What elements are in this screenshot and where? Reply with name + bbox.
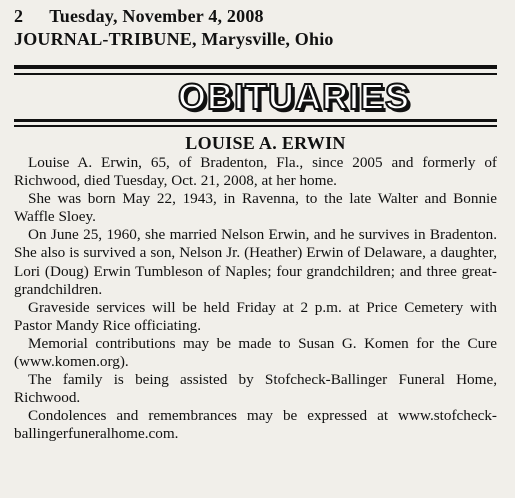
obituary-paragraph: On June 25, 1960, she married Nelson Erwin, and he survives in Bradenton. She also is survived a son, Nelson Jr. (Heather) Erwin of Delaware, a daughter, Lori (Doug) Erwin Tumbleson of Naples; four grandchildren; and three great-grandchildren. (14, 226, 497, 298)
banner-rule-thin (14, 125, 497, 127)
top-rule-thick (14, 65, 497, 69)
obituary-body (14, 154, 497, 444)
obituary-paragraph: Condolences and remembrances may be expressed at www.stofcheck-ballingerfuneralhome.com. (14, 407, 497, 443)
section-title: OBITUARIES (178, 76, 411, 117)
obituary-paragraph: Memorial contributions may be made to Susan G. Komen for the Cure (www.komen.org). (14, 334, 497, 371)
masthead: JOURNAL-TRIBUNE, Marysville, Ohio (14, 29, 334, 49)
obituary-paragraph: The family is being assisted by Stofcheck-Ballinger Funeral Home, Richwood. (14, 371, 497, 407)
page-header (14, 6, 497, 26)
obituary-paragraph: Graveside services will be held Friday at 2 p.m. at Price Cemetery with Pastor Mandy Rice officiating. (14, 298, 497, 334)
obituary-paragraph: Louise A. Erwin, 65, of Bradenton, Fla., since 2005 and formerly of Richwood, died Tuesday, Oct. 21, 2008, at her home. (14, 154, 497, 190)
issue-date: Tuesday, November 4, 2008 (49, 6, 264, 26)
banner-rule-thick (14, 119, 497, 122)
page-number: 2 (14, 6, 24, 26)
obituary-name: LOUISE A. ERWIN (185, 133, 346, 153)
section-banner (14, 75, 497, 133)
obituary-paragraph: She was born May 22, 1943, in Ravenna, to the late Walter and Bonnie Waffle Sloey. (14, 190, 497, 226)
